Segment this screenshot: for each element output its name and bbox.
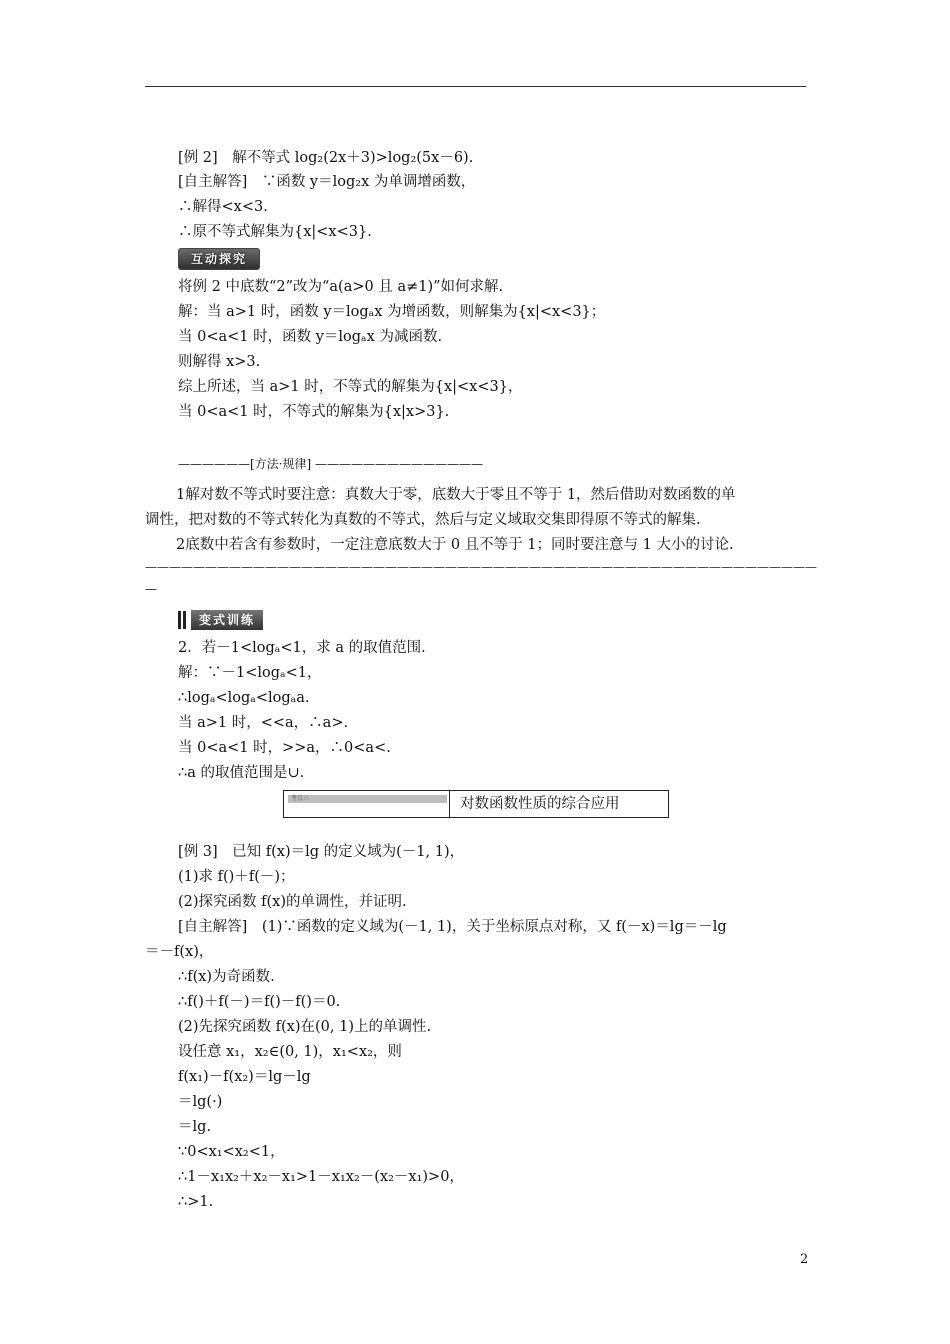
- variant-training-badge: 变式训练: [178, 610, 263, 630]
- training-line: 2．若－1<logₐ<1，求 a 的取值范围.: [178, 640, 426, 656]
- interactive-explore-badge: 互动探究: [178, 248, 260, 270]
- example-line: (2)先探究函数 f(x)在(0, 1)上的单调性.: [178, 1019, 432, 1035]
- explore-line: 当 0<a<1 时，函数 y＝logₐx 为减函数.: [178, 329, 443, 345]
- example-line: ∵0<x₁<x₂<1，: [178, 1144, 285, 1160]
- training-line: 当 0<a<1 时，>>a，∴0<a<.: [178, 740, 391, 756]
- example-line: (2)探究函数 f(x)的单调性，并证明.: [178, 894, 407, 910]
- example-line: ∴f(x)为奇函数.: [178, 969, 275, 985]
- solution-line: [自主解答] ∵函数 y＝log₂x 为单调增函数，: [178, 174, 476, 190]
- explore-line: 当 0<a<1 时，不等式的解集为{x|x>3}.: [178, 404, 450, 420]
- training-line: 当 a>1 时，<<a，∴a>.: [178, 715, 349, 731]
- example-line: f(x₁)－f(x₂)＝lg－lg: [178, 1069, 311, 1085]
- training-line: ∴logₐ<logₐ<logₐa.: [178, 690, 310, 706]
- example-line: ＝lg.: [178, 1119, 212, 1135]
- explore-line: 则解得 x>3.: [178, 354, 261, 370]
- training-line: ∴a 的取值范围是∪.: [178, 765, 305, 781]
- solution-line: ∴原不等式解集为{x|<x<3}.: [178, 224, 372, 240]
- method-point: 1解对数不等式时要注意：真数大于零，底数大于零且不等于 1，然后借助对数函数的单: [176, 487, 736, 503]
- example-2-title: [例 2] 解不等式 log₂(2x＋3)>log₂(5x－6).: [178, 150, 474, 166]
- topic-title: 对数函数性质的综合应用: [460, 796, 620, 812]
- example-line: 设任意 x₁，x₂∈(0, 1)，x₁<x₂，则: [178, 1044, 402, 1060]
- method-point: 调性，把对数的不等式转化为真数的不等式，然后与定义域取交集即得原不等式的解集.: [145, 512, 701, 528]
- example-line: ＝－f(x)，: [145, 944, 214, 960]
- topic-box: [283, 790, 669, 818]
- solution-line: ∴解得<x<3.: [178, 199, 268, 215]
- example-line: ∴>1.: [178, 1194, 214, 1210]
- explore-line: 综上所述，当 a>1 时，不等式的解集为{x|<x<3}，: [178, 379, 523, 395]
- section-divider: ————————————————————————————————————————————————————————: [145, 560, 817, 574]
- section-divider-end: —: [145, 582, 157, 596]
- example-line: [自主解答] (1)∵函数的定义域为(－1, 1)，关于坐标原点对称，又 f(－x)＝lg＝－lg: [178, 919, 727, 935]
- example-line: ∴f()＋f(－)＝f()－f()＝0.: [178, 994, 341, 1010]
- example-3-title: [例 3] 已知 f(x)＝lg 的定义域为(－1, 1)，: [178, 844, 465, 860]
- method-rule-heading: ——————[方法·规律] ——————————————: [178, 457, 483, 471]
- explore-line: 将例 2 中底数“2”改为“a(a>0 且 a≠1)”如何求解.: [178, 279, 504, 295]
- topic-tag: 考点三: [284, 791, 450, 817]
- page-number: 2: [800, 1252, 809, 1267]
- header-rule: [145, 86, 806, 87]
- example-line: ∴1－x₁x₂＋x₂－x₁>1－x₁x₂－(x₂－x₁)>0，: [178, 1169, 464, 1185]
- example-line: ＝lg(·): [178, 1094, 223, 1110]
- training-line: 解：∵－1<logₐ<1，: [178, 665, 322, 681]
- example-line: (1)求 f()＋f(－)；: [178, 869, 295, 885]
- explore-line: 解：当 a>1 时，函数 y＝logₐx 为增函数，则解集为{x|<x<3}；: [178, 304, 606, 320]
- method-point: 2底数中若含有参数时，一定注意底数大于 0 且不等于 1；同时要注意与 1 大小的讨论.: [176, 537, 734, 553]
- bars-icon: [178, 611, 186, 629]
